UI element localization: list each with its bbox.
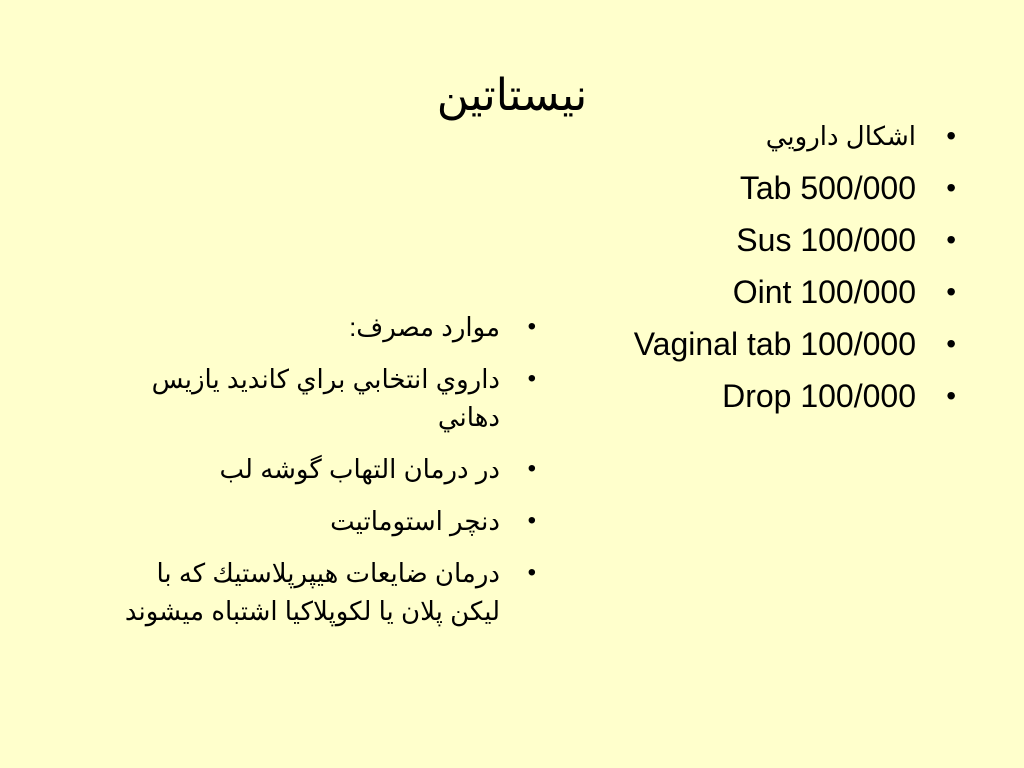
list-item: [560, 220, 956, 260]
dosage-form-tab: Tab 500/000: [739, 170, 916, 206]
list-item: [560, 324, 956, 364]
dosage-form-sus: Sus 100/000: [736, 222, 916, 258]
list-item: [120, 360, 536, 436]
indications-list: [120, 308, 536, 644]
list-item: [120, 502, 536, 540]
bullet-icon: •: [946, 276, 956, 307]
dosage-forms-heading: اشكال دارويي: [765, 121, 916, 151]
bullet-icon: •: [946, 224, 956, 255]
bullet-icon: •: [527, 365, 536, 392]
list-item: [560, 376, 956, 416]
indication-hyperplastic-lesions: درمان ضايعات هيپرپلاستيك كه با ليكن پلان يا لكوپلاكيا اشتباه ميشوند: [124, 558, 500, 626]
indication-angular-cheilitis: در درمان التهاب گوشه لب: [219, 454, 500, 484]
bullet-icon: •: [946, 380, 956, 411]
dosage-form-oint: Oint 100/000: [732, 274, 916, 310]
list-item: [120, 450, 536, 488]
slide-title: نیستاتین: [436, 71, 588, 120]
list-item: [560, 116, 956, 156]
list-item: [560, 168, 956, 208]
bullet-icon: •: [527, 313, 536, 340]
bullet-icon: •: [527, 559, 536, 586]
bullet-icon: •: [946, 120, 956, 151]
bullet-icon: •: [527, 507, 536, 534]
bullet-icon: •: [527, 455, 536, 482]
indication-oral-candidiasis: داروي انتخابي براي كانديد يازيس دهاني: [151, 364, 500, 432]
dosage-form-vaginal-tab: Vaginal tab 100/000: [633, 326, 916, 362]
indication-denture-stomatitis: دنچر استوماتيت: [330, 506, 500, 536]
indications-heading: موارد مصرف:: [349, 312, 500, 342]
list-item: [560, 272, 956, 312]
dosage-form-drop: Drop 100/000: [722, 378, 916, 414]
list-item: [120, 308, 536, 346]
list-item: [120, 554, 536, 630]
dosage-forms-list: [560, 116, 956, 428]
bullet-icon: •: [946, 328, 956, 359]
bullet-icon: •: [946, 172, 956, 203]
